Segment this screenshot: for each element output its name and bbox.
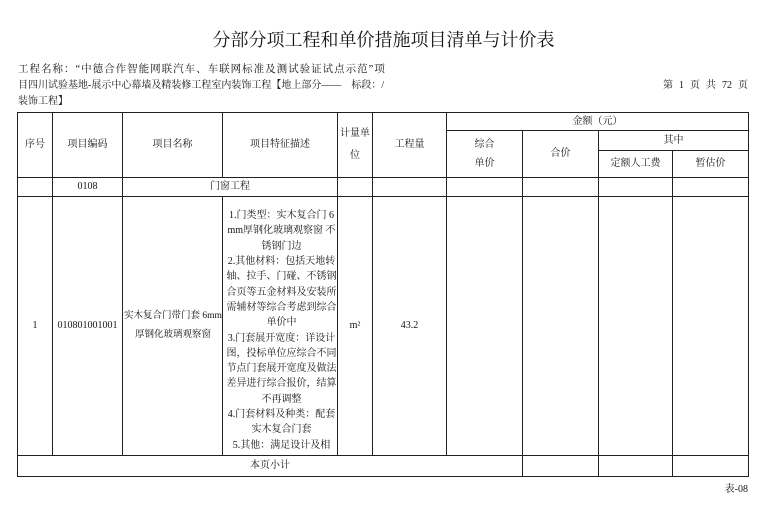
project-name-line-text: 目四川试验基地-展示中心幕墙及精装修工程室内装饰工程【地上部分—— — [18, 80, 342, 91]
item-feature-line: 单价中 — [266, 317, 297, 329]
item-unit-price — [447, 197, 523, 456]
col-header-of-which: 其中 — [599, 131, 749, 151]
item-feature-line: 1.门类型：实木复合门 6 — [229, 209, 334, 221]
item-feature-line: 4.门套材料及种类：配套 — [227, 409, 336, 421]
col-header-labor-cost: 定额人工费 — [599, 151, 673, 178]
col-header-unit — [338, 113, 373, 178]
item-seq: 1 — [18, 197, 53, 456]
item-feature-line: 锈钢门边 — [261, 240, 302, 252]
section-total-price-cell — [523, 178, 599, 197]
item-unit: m² — [338, 197, 373, 456]
item-feature-line: 不再调整 — [261, 393, 302, 405]
item-provisional — [673, 197, 749, 456]
col-header-name: 项目名称 — [123, 113, 223, 178]
item-feature-line: 图，投标单位应综合不同 — [226, 347, 337, 359]
subtotal-labor-cost — [599, 456, 673, 477]
item-name — [123, 197, 223, 456]
project-name-line — [18, 78, 384, 94]
item-feature-line: 5.其他：满足设计及相 — [232, 439, 331, 451]
item-feature-line: mm厚钢化玻璃观察窗 不 — [227, 225, 336, 237]
col-header-provisional: 暂估价 — [673, 151, 749, 178]
project-name-line: 装饰工程】 — [18, 96, 68, 107]
item-name-line: 厚钢化玻璃观察窗 — [134, 330, 211, 340]
item-feature-line: 轴、拉手、门碰、不锈钢 — [226, 271, 337, 283]
item-feature-line: 2.其他材料：包括天地转 — [227, 255, 336, 267]
item-name-text — [123, 307, 222, 345]
subtotal-label: 本页小计 — [18, 456, 523, 477]
item-feature-line: 差异进行综合报价，结算 — [226, 378, 337, 390]
section-unit-price-cell — [447, 178, 523, 197]
section-unit-cell — [338, 178, 373, 197]
subtotal-total-price — [523, 456, 599, 477]
col-header-amount: 金额（元） — [447, 113, 749, 131]
col-header-features: 项目特征描述 — [223, 113, 338, 178]
section-row — [18, 178, 749, 197]
item-labor-cost — [599, 197, 673, 456]
project-name-line: 工程名称：“中德合作智能网联汽车、车联网标准及测试验证试点示范”项 — [18, 64, 386, 75]
section-provisional-cell — [673, 178, 749, 197]
form-number: 表-08 — [724, 484, 748, 495]
item-feature-line: 实木复合门套 — [251, 424, 312, 436]
col-header-seq: 序号 — [18, 113, 53, 178]
col-header-quantity: 工程量 — [373, 113, 447, 178]
item-code: 010801001001 — [53, 197, 123, 456]
section-code: 0108 — [53, 178, 123, 197]
col-header-unit-price — [447, 131, 523, 178]
item-features — [223, 197, 338, 456]
item-name-line: 实木复合门带门套 6mm — [124, 311, 222, 321]
pricing-table — [17, 112, 749, 477]
section-label: 标段：/ — [351, 80, 385, 91]
item-feature-line: 3.门套展开宽度：详设计 — [227, 332, 336, 344]
section-quantity-cell — [373, 178, 447, 197]
col-header-code: 项目编码 — [53, 113, 123, 178]
col-header-unit-price-label: 综合单价 — [474, 139, 495, 169]
col-header-total-price: 合价 — [523, 131, 599, 178]
item-total-price — [523, 197, 599, 456]
item-features-text — [223, 199, 337, 453]
section-labor-cost-cell — [599, 178, 673, 197]
header-row — [18, 113, 749, 131]
col-header-unit-label: 计量单位 — [340, 128, 370, 161]
table-row — [18, 197, 749, 456]
subtotal-row — [18, 456, 749, 477]
item-feature-line: 合页等五金材料及安装所 — [226, 286, 337, 298]
subtotal-provisional — [673, 456, 749, 477]
item-feature-line: 节点门套展开宽度及做法 — [226, 363, 337, 375]
section-seq-cell — [18, 178, 53, 197]
item-feature-line: 需辅材等综合考虑到综合 — [226, 301, 337, 313]
section-name: 门窗工程 — [123, 178, 338, 197]
page-number: 第 1 页 共 72 页 — [663, 80, 748, 91]
item-quantity: 43.2 — [373, 197, 447, 456]
page-title: 分部分项工程和单价措施项目清单与计价表 — [212, 30, 555, 50]
